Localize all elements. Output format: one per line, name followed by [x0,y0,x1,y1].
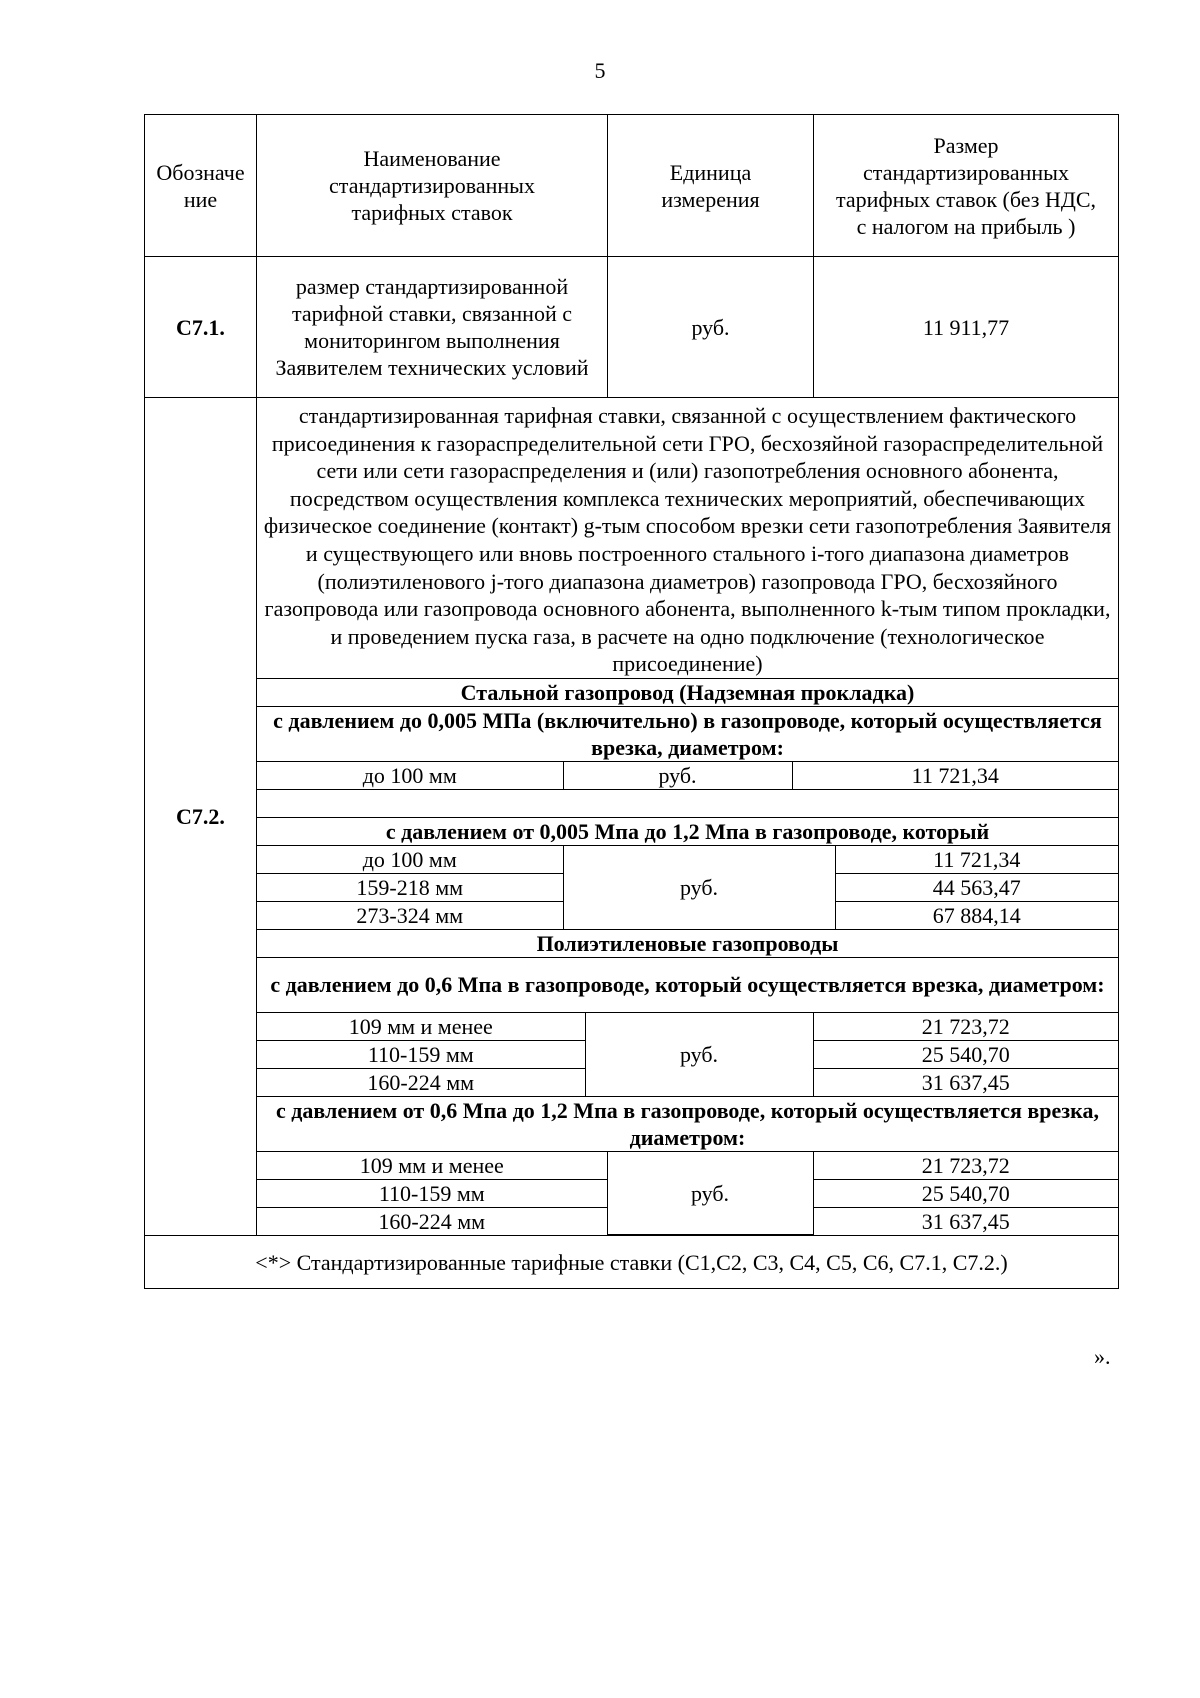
steel-low-diameter: до 100 мм [257,761,563,789]
pe-title: Полиэтиленовые газопроводы [257,929,1118,957]
pe-high-value-3: 31 637,45 [813,1207,1118,1235]
pe-high-title: с давлением от 0,6 Мпа до 1,2 Мпа в газопроводе, который осуществляется врезка, диаметром: [257,1096,1118,1151]
steel-mid-subtable [257,846,1118,1013]
steel-mid-diameter-1: до 100 мм [257,846,563,874]
pe-low-value-3: 31 637,45 [813,1068,1118,1096]
steel-mid-value-2: 44 563,47 [835,873,1118,901]
table-header-row [145,115,1119,257]
pe-high-value-1: 21 723,72 [813,1152,1118,1180]
pe-low-diameter-1: 109 мм и менее [257,1013,585,1041]
pe-low-diameter-3: 160-224 мм [257,1068,585,1096]
footnote: <*> Стандартизированные тарифные ставки (С1,С2, С3, С4, С5, С6, С7.1, С7.2.) [145,1236,1119,1289]
pe-low-unit: руб. [585,1013,813,1097]
tariff-table [144,114,1119,1289]
pe-low-value-2: 25 540,70 [813,1040,1118,1068]
pe-high-unit: руб. [607,1152,813,1235]
steel-low-value: 11 721,34 [792,761,1118,789]
steel-low-title: с давлением до 0,005 МПа (включительно) в газопроводе, который осуществляется врезка, диаметром: [257,706,1118,761]
c72-content [257,398,1119,1236]
c72-description: стандартизированная тарифная ставки, связанной с осуществлением фактического присоединения к газораспределительной сети ГРО, бесхозяйной газораспределительной сети или сети газораспределения и (или) газопотребления основного абонента, посредством осуществления комплекса технических мероприятий, обеспечивающих физическое соединение (контакт) g-тым способом врезки сети газопотребления Заявителя и существующего или вновь построенного стального i-того диапазона диаметров (полиэтиленового j-того диапазона диаметров) газопровода ГРО, бесхозяйного газопровода или газопровода основного абонента, выполненного k-тым типом прокладки, и проведением пуска газа, в расчете на одно подключение (технологическое присоединение) [263,403,1112,677]
steel-low-unit: руб. [563,761,792,789]
pe-high-subtable [257,1152,1118,1236]
pe-high-diameter-3: 160-224 мм [257,1207,607,1235]
table-row [257,761,1118,789]
header-unit: Единица измерения [608,115,814,257]
pe-low-title: с давлением до 0,6 Мпа в газопроводе, который осуществляется врезка, диаметром: [257,957,1118,1012]
pe-high-diameter-1: 109 мм и менее [257,1152,607,1180]
pe-low-value-1: 21 723,72 [813,1013,1118,1041]
table-row-c72 [145,398,1119,1236]
steel-mid-diameter-2: 159-218 мм [257,873,563,901]
table-row [257,1013,1118,1041]
header-size: Размер стандартизированных тарифных ставок (без НДС, с налогом на прибыль ) [814,115,1119,257]
steel-mid-value-3: 67 884,14 [835,901,1118,929]
closing-quote: ». [1094,1344,1111,1369]
page-number: 5 [594,58,606,83]
steel-title: Стальной газопровод (Надземная прокладка) [257,678,1118,706]
code-c71: С7.1. [145,257,257,398]
pe-high-value-2: 25 540,70 [813,1179,1118,1207]
footnote-row [145,1236,1119,1289]
name-c71: размер стандартизированной тарифной ставки, связанной с мониторингом выполнения Заявителем технических условий [257,257,608,398]
code-c72: С7.2. [145,398,257,1236]
pe-high-diameter-2: 110-159 мм [257,1179,607,1207]
unit-c71: руб. [608,257,814,398]
steel-mid-unit: руб. [563,846,835,930]
value-c71: 11 911,77 [814,257,1119,398]
table-row [257,1152,1118,1180]
table-row [257,846,1118,874]
pe-low-diameter-2: 110-159 мм [257,1040,585,1068]
empty-row [257,789,1118,817]
table-row-c71 [145,257,1119,398]
header-name: Наименование стандартизированных тарифных ставок [257,115,608,257]
steel-mid-title: с давлением от 0,005 Мпа до 1,2 Мпа в газопроводе, который [257,817,1118,845]
steel-mid-value-1: 11 721,34 [835,846,1118,874]
header-code: Обозначение [145,115,257,257]
steel-subtable [257,678,1118,846]
steel-mid-diameter-3: 273-324 мм [257,901,563,929]
pe-low-subtable [257,1013,1118,1152]
